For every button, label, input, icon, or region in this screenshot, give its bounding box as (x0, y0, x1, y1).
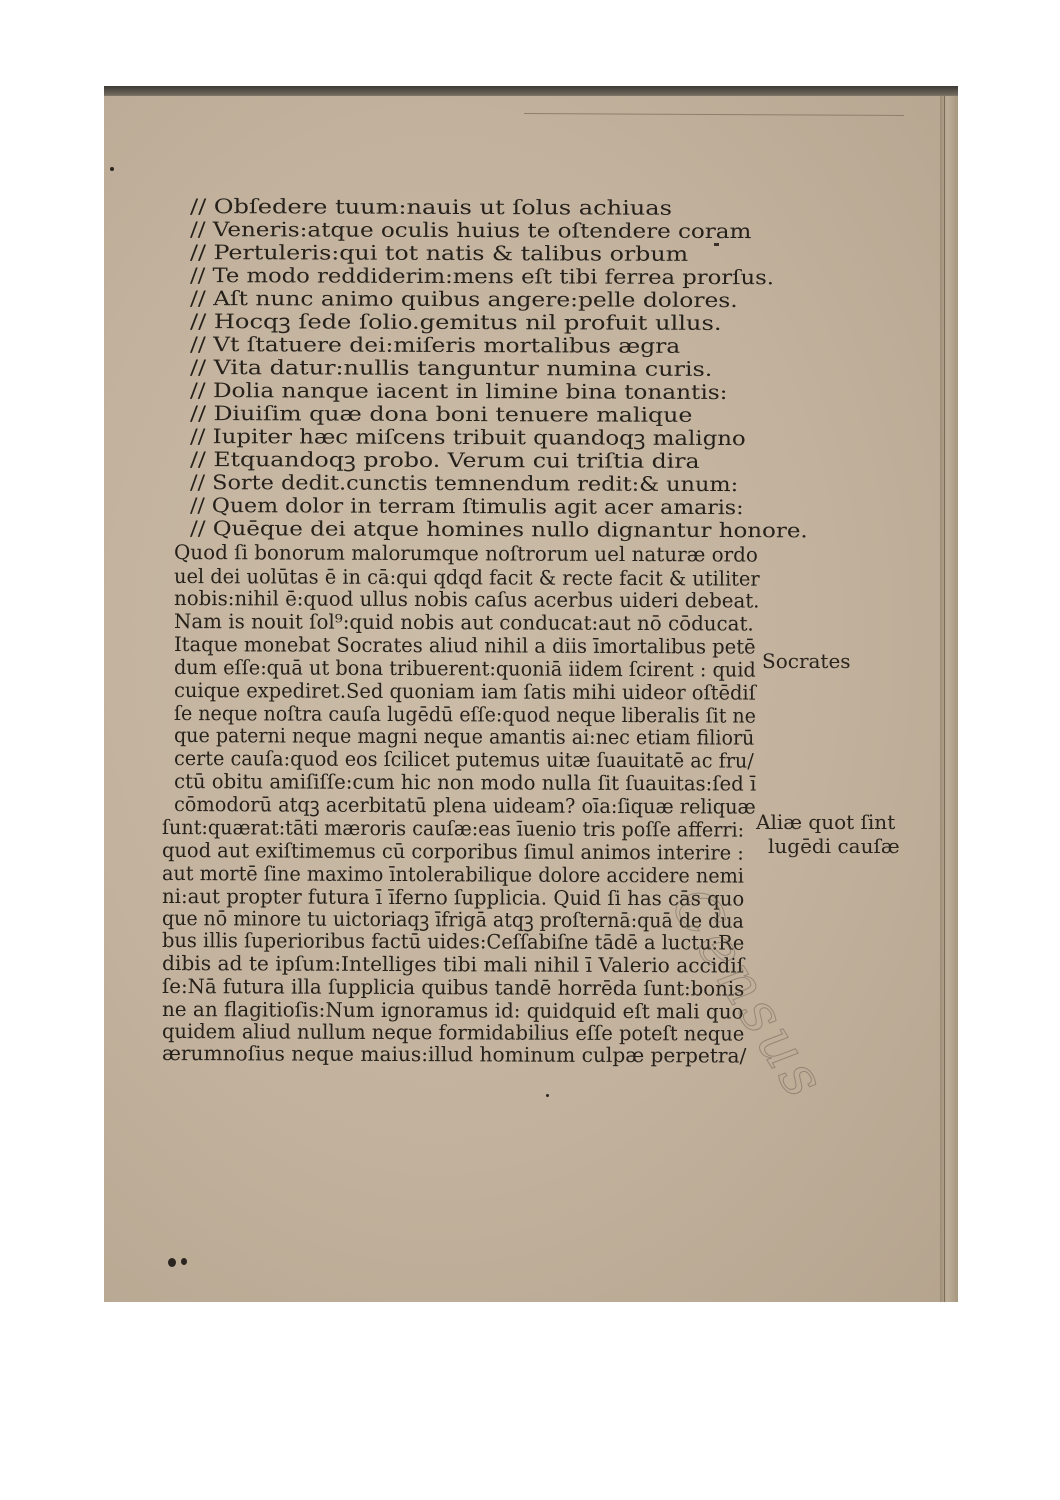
text-line: ſunt:quærat:tāti mæroris cauſæ:eas īuenio tris poſſe afferri: (161, 815, 745, 842)
text-line: bus illis ſuperioribus factū uides:Ceſſabiſne tādē a luctu:Re (161, 928, 745, 955)
ink-mark (714, 243, 719, 246)
text-line: ſe:Nā futura illa ſupplicia quibus tandē horrēda ſunt:bonis (161, 974, 745, 1001)
ink-speck (546, 1094, 549, 1097)
text-line: aut mortē ſine maximo īntolerabilique dolore accidere nemi (161, 861, 745, 888)
text-line: dum eſſe:quā ut bona tribuerent:quoniā iidem ſcirent : quid (173, 655, 756, 682)
text-line: // Diuiſim quæ dona boni tenuere malique (189, 401, 693, 427)
text-line: // Sorte dedit.cunctis temnendum redit:& unum: (189, 470, 739, 497)
text-line: que nō minore tu uictoriaqꝫ īfrigā atqꝫ proſternā:quā de dua (161, 906, 744, 933)
text-line: // Etquandoqꝫ probo. Verum cui triſtia dira (189, 447, 700, 473)
text-line: // Vita datur:nullis tanguntur numina curis. (189, 355, 713, 381)
text-line: cuique expediret.Sed quoniam iam ſatis mihi uideor oſtēdiſ (173, 678, 756, 705)
text-line: ærumnoſius neque maius:illud hominum culpæ perpetra/ (161, 1041, 747, 1068)
text-line: // Dolia nanque iacent in limine bina tonantis: (189, 378, 728, 405)
text-line: que paterni neque magni neque amantis ai:nec etiam filiorū (173, 723, 755, 750)
text-line: // Vt ſtatuere dei:miſeris mortalibus ægra (189, 332, 681, 358)
text-line: // Pertuleris:qui tot natis & talibus orbum (189, 240, 689, 266)
margin-note-socrates: Socrates (762, 649, 851, 673)
text-line: ctū obitu amiſiſſe:cum hic non modo nulla ſit ſuauitas:ſed ī (173, 769, 757, 796)
ink-speck (110, 167, 114, 171)
text-line: quidem aliud nullum neque formidabilius eſſe poteſt neque (161, 1019, 745, 1046)
text-line: Quod ſi bonorum malorumque noſtrorum uel naturæ ordo (173, 540, 758, 567)
text-line: // Quēque dei atque homines nullo dignantur honore. (189, 516, 808, 543)
text-line: cōmodorū atqꝫ acerbitatū plena uideam? oīa:ſiquæ reliquæ (173, 792, 756, 819)
text-line: nobis:nihil ē:quod ullus nobis caſus acerbus uideri debeat. (173, 586, 760, 613)
next-page-edge (940, 96, 958, 1302)
text-line: ni:aut propter futura ī īferno ſupplicia. Quid ſi has cās quo (161, 884, 745, 911)
text-line: // Quem dolor in terram ſtimulis agit acer amaris: (189, 493, 744, 520)
ruled-line (524, 113, 904, 116)
text-line: // Hocqꝫ ſede ſolio.gemitus nil profuit ullus. (189, 309, 722, 335)
ink-speck (181, 1258, 187, 1265)
margin-note-causes-line-1: Aliæ quot ſint (756, 810, 896, 834)
text-line: // Iupiter hæc miſcens tribuit quandoqꝫ maligno (189, 424, 746, 451)
scan-frame (104, 86, 958, 1302)
margin-note-causes-line-2: lugēdi cauſæ (768, 834, 900, 858)
text-line: ne an flagitioſis:Num ignoramus id: quidquid eſt mali quo (161, 997, 744, 1024)
text-line: // Obſedere tuum:nauis ut ſolus achiuas (189, 194, 673, 220)
text-line: uel dei uolūtas ē in cā:qui qdqd facit & recte facit & utiliter (173, 564, 760, 591)
text-line: certe cauſa:quod eos ſcilicet putemus uitæ ſuauitatē ac fru/ (173, 746, 754, 773)
text-line: Nam is nouit ſol⁹:quid nobis aut conducat:aut nō cōducat. (173, 609, 754, 636)
text-line: // Aſt nunc animo quibus angere:pelle dolores. (189, 286, 738, 313)
text-line: // Te modo reddiderim:mens eſt tibi ferrea prorſus. (189, 263, 775, 290)
text-line: quod aut exiſtimemus cū corporibus ſimul animos interire : (161, 838, 744, 865)
ink-speck (168, 1258, 176, 1267)
text-line: ſe neque noſtra cauſa lugēdū eſſe:quod neque liberalis ſit ne (173, 701, 757, 728)
text-line: Itaque monebat Socrates aliud nihil a diis īmortalibus petē (173, 632, 756, 659)
text-line: // Veneris:atque oculis huius te oſtendere coram (189, 217, 752, 244)
book-page (104, 96, 940, 1302)
text-line: dibis ad te ipſum:Intelliges tibi mali nihil ī Valerio accidiſ (161, 951, 745, 978)
